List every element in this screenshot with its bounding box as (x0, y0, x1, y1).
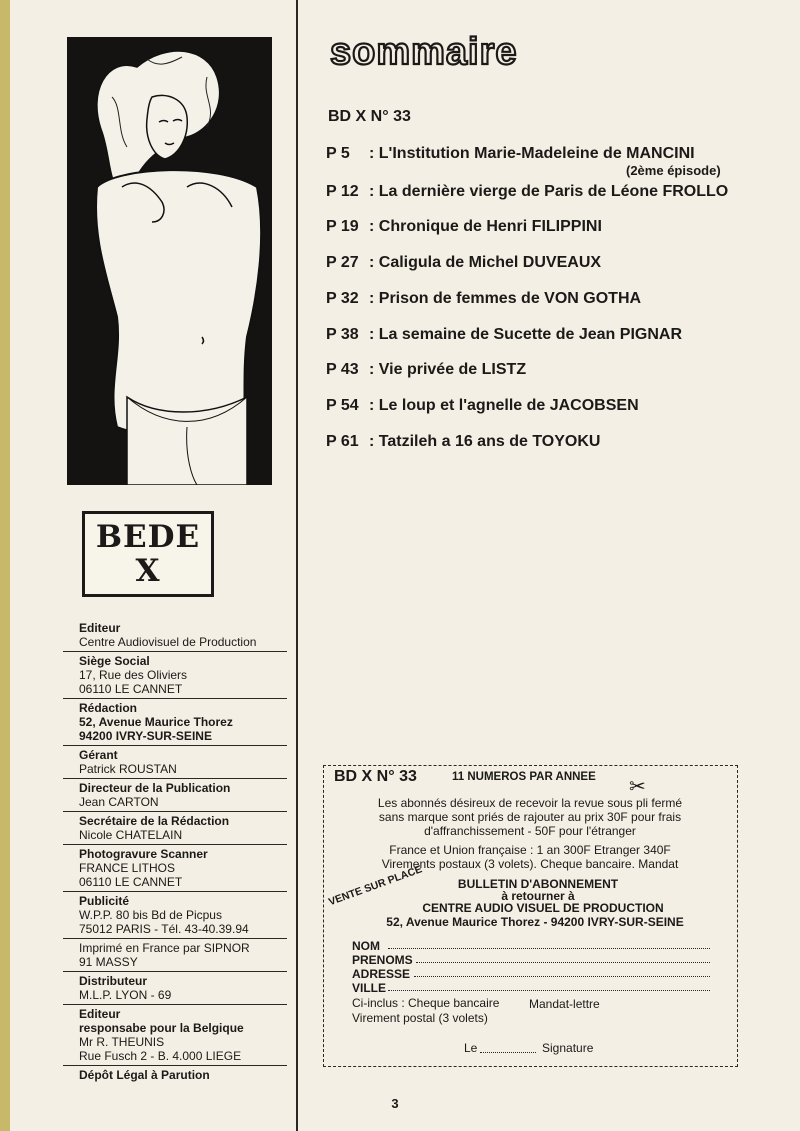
coupon-terms-line: Les abonnés désireux de recevoir la revue sous pli fermé (377, 796, 683, 810)
toc-entry (326, 433, 600, 451)
credit-block (63, 939, 287, 972)
signature-label: Signature (542, 1041, 594, 1055)
toc-page: P 54 (326, 397, 359, 414)
credit-block (63, 652, 287, 699)
credit-heading: Directeur de la Publication (79, 781, 231, 795)
credit-line: 94200 IVRY-SUR-SEINE (79, 729, 212, 743)
credit-heading: Publicité (79, 894, 130, 908)
credit-line: FRANCE LITHOS (79, 861, 176, 875)
toc-page: P 5 (326, 145, 350, 162)
scissors-icon: ✂ (626, 777, 649, 797)
coupon-return-to: à retourner à (501, 889, 575, 903)
form-field-adresse[interactable] (352, 967, 410, 981)
toc-entry (326, 183, 728, 201)
toc-entry (326, 361, 526, 379)
toc-entry (326, 326, 682, 344)
credit-block (63, 892, 287, 939)
toc-page: P 27 (326, 254, 359, 271)
toc-title: : L'Institution Marie-Madeleine de MANCINI (369, 145, 695, 162)
form-field-ville[interactable] (352, 981, 386, 995)
bede-x-logo (82, 511, 214, 597)
credit-heading: Dépôt Légal à Parution (79, 1068, 210, 1082)
credit-heading: Rédaction (79, 701, 138, 715)
coupon-address: 52, Avenue Maurice Thorez - 94200 IVRY-SUR-SEINE (386, 915, 684, 929)
form-field-label: NOM (352, 939, 380, 953)
column-divider (296, 0, 298, 1131)
date-label: Le (464, 1041, 478, 1055)
credit-line: Patrick ROUSTAN (79, 762, 177, 776)
credit-block (63, 779, 287, 812)
vente-sur-place-stamp: VENTE SUR PLACE (327, 863, 424, 909)
form-field-line[interactable] (414, 976, 710, 977)
toc-page: P 32 (326, 290, 359, 307)
payment-option-cheque[interactable]: Ci-inclus : Cheque bancaire (352, 996, 500, 1010)
credit-line: 06110 LE CANNET (79, 682, 183, 696)
form-field-line[interactable] (416, 962, 710, 963)
credit-block (63, 1005, 287, 1066)
credit-line: 91 MASSY (79, 955, 138, 969)
coupon-pricing-line: France et Union française : 1 an 300F Etranger 340F (389, 843, 671, 857)
coupon-bulletin-heading: BULLETIN D'ABONNEMENT (457, 877, 619, 891)
date-field-line[interactable] (480, 1052, 536, 1053)
coupon-cut-line (323, 765, 738, 766)
credit-line: W.P.P. 80 bis Bd de Picpus (79, 908, 222, 922)
toc-title: : Le loup et l'agnelle de JACOBSEN (369, 397, 639, 414)
logo-line-2: X (135, 553, 161, 589)
masthead-credits (63, 619, 287, 1084)
credit-line: M.L.P. LYON - 69 (79, 988, 172, 1002)
toc-page: P 19 (326, 218, 359, 235)
credit-block (63, 619, 287, 652)
toc-page: P 43 (326, 361, 359, 378)
credit-heading: Editeur (79, 1007, 121, 1021)
sommaire-title (326, 30, 556, 74)
toc-title: : Tatzileh a 16 ans de TOYOKU (369, 433, 601, 450)
toc-entry (326, 145, 721, 178)
credit-heading: Photogravure Scanner (79, 847, 208, 861)
coupon-pricing (345, 843, 715, 871)
binding-edge (0, 0, 10, 1131)
credit-line: Imprimé en France par SIPNOR (79, 941, 250, 955)
coupon-terms-line: sans marque sont priés de rajouter au prix 30F pour frais (378, 810, 682, 824)
cover-illustration (67, 37, 272, 485)
coupon-center-name: CENTRE AUDIO VISUEL DE PRODUCTION (422, 901, 664, 915)
toc-entry (326, 397, 639, 415)
form-field-line[interactable] (388, 948, 710, 949)
credit-line: Centre Audiovisuel de Production (79, 635, 257, 649)
credit-heading: Siège Social (79, 654, 150, 668)
coupon-terms (345, 796, 715, 838)
credit-heading: Secrétaire de la Rédaction (79, 814, 230, 828)
coupon-frequency: 11 NUMEROS PAR ANNEE (452, 771, 596, 783)
page-number: 3 (391, 1096, 399, 1111)
toc-title: : La dernière vierge de Paris de Léone FROLLO (369, 183, 729, 200)
toc-entry (326, 254, 601, 272)
credit-line: Jean CARTON (79, 795, 159, 809)
form-field-line[interactable] (388, 990, 710, 991)
sommaire-title-text: sommaire (330, 31, 518, 73)
toc-title: : Caligula de Michel DUVEAUX (369, 254, 602, 271)
form-field-label: PRENOMS (352, 953, 413, 967)
toc-title: : Prison de femmes de VON GOTHA (369, 290, 642, 307)
toc-title: : Chronique de Henri FILIPPINI (369, 218, 602, 235)
toc-page: P 38 (326, 326, 359, 343)
coupon-terms-line: d'affranchissement - 50F pour l'étranger (424, 824, 636, 838)
payment-option-virement[interactable]: Virement postal (3 volets) (352, 1011, 488, 1025)
credit-block (63, 1066, 287, 1084)
form-field-label: VILLE (352, 981, 387, 995)
credit-block (63, 812, 287, 845)
toc-title: : La semaine de Sucette de Jean PIGNAR (369, 326, 682, 343)
credit-line: 75012 PARIS - Tél. 43-40.39.94 (79, 922, 249, 936)
credit-line: responsabe pour la Belgique (79, 1021, 244, 1035)
payment-option-mandat[interactable]: Mandat-lettre (529, 997, 600, 1011)
logo-line-1: BEDE (95, 519, 201, 555)
toc-page: P 61 (326, 433, 359, 450)
toc-entry (326, 218, 602, 236)
coupon-issue: BD X N° 33 (334, 768, 417, 785)
credit-line: 52, Avenue Maurice Thorez (79, 715, 233, 729)
credit-line: Nicole CHATELAIN (79, 828, 183, 842)
credit-heading: Distributeur (79, 974, 148, 988)
credit-line: Rue Fusch 2 - B. 4.000 LIEGE (79, 1049, 242, 1063)
credit-block (63, 845, 287, 892)
credit-block (63, 699, 287, 746)
credit-line: Mr R. THEUNIS (79, 1035, 165, 1049)
credit-heading: Gérant (79, 748, 118, 762)
toc-subtitle: (2ème épisode) (626, 163, 721, 178)
form-field-nom[interactable] (352, 939, 380, 953)
toc-entry (326, 290, 641, 308)
coupon-pricing-line: Virements postaux (3 volets). Cheque bancaire. Mandat (381, 857, 679, 871)
form-field-label: ADRESSE (352, 967, 411, 981)
form-field-prenoms[interactable] (352, 953, 413, 967)
toc-title: : Vie privée de LISTZ (369, 361, 527, 378)
toc-page: P 12 (326, 183, 359, 200)
credit-block (63, 746, 287, 779)
credit-line: 17, Rue des Oliviers (79, 668, 188, 682)
credit-line: 06110 LE CANNET (79, 875, 183, 889)
credit-heading: Editeur (79, 621, 121, 635)
credit-block (63, 972, 287, 1005)
issue-number: BD X N° 33 (328, 108, 411, 125)
